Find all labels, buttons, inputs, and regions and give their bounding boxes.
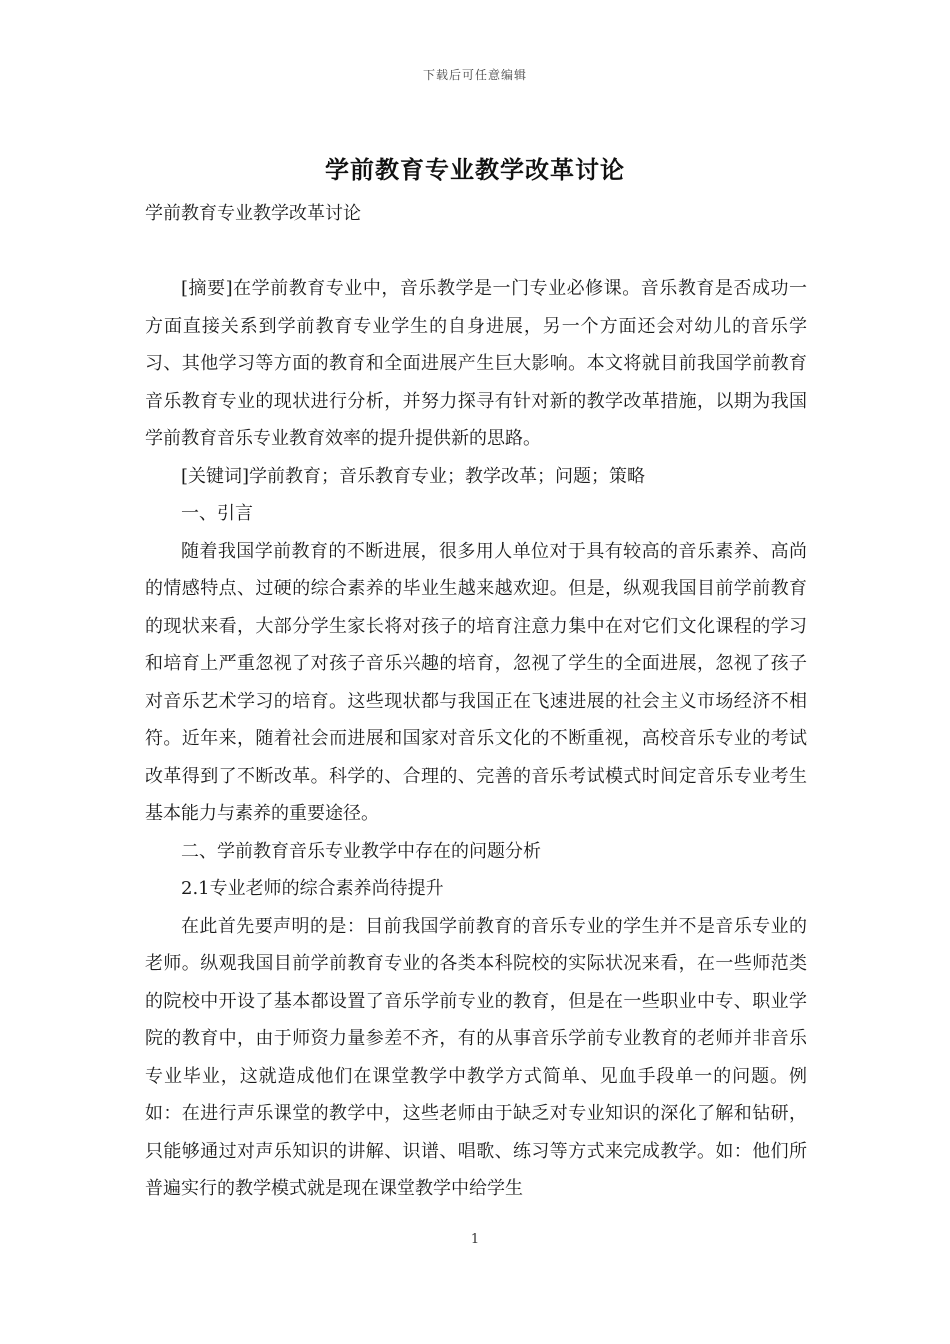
document-subtitle: 学前教育专业教学改革讨论 — [145, 203, 361, 224]
body-paragraph: 在此首先要声明的是：目前我国学前教育的音乐专业的学生并不是音乐专业的老师。纵观我国目前学前教育专业的各类本科院校的实际状况来看，在一些师范类的院校中开设了基本都设置了音乐学前专业的教育，但是在一些职业中专、职业学院的教育中，由于师资力量参差不齐，有的从事音乐学前专业教育的老师并非音乐专业毕业，这就造成他们在课堂教学中教学方式简单、见血手段单一的问题。例如：在进行声乐课堂的教学中，这些老师由于缺乏对专业知识的深化了解和钻研，只能够通过对声乐知识的讲解、识谱、唱歌、练习等方式来完成教学。如：他们所普遍实行的教学模式就是现在课堂教学中给学生 — [145, 915, 807, 1199]
introduction-paragraph: 随着我国学前教育的不断进展，很多用人单位对于具有较高的音乐素养、高尚的情感特点、过硬的综合素养的毕业生越来越欢迎。但是，纵观我国目前学前教育的现状来看，大部分学生家长将对孩子的培育注意力集中在对它们文化课程的学习和培育上严重忽视了对孩子音乐兴趣的培育，忽视了学生的全面进展，忽视了孩子对音乐艺术学习的培育。这些现状都与我国正在飞速进展的社会主义市场经济不相符。近年来，随着社会而进展和国家对音乐文化的不断重视，高校音乐专业的考试改革得到了不断改革。科学的、合理的、完善的音乐考试模式时间定音乐专业考生基本能力与素养的重要途径。 — [145, 540, 807, 824]
page-header: 下载后可任意编辑 — [422, 68, 527, 82]
section-heading-introduction: 一、引言 — [181, 503, 253, 524]
keywords-paragraph: [关键词]学前教育；音乐教育专业；教学改革；问题；策略 — [181, 465, 646, 487]
document-body — [145, 270, 807, 1208]
section-heading-problems: 二、学前教育音乐专业教学中存在的问题分析 — [181, 840, 541, 862]
page-number: 1 — [470, 1232, 480, 1247]
abstract-paragraph: [摘要]在学前教育专业中，音乐教学是一门专业必修课。音乐教育是否成功一方面直接关系到学前教育专业学生的自身进展，另一个方面还会对幼儿的音乐学习、其他学习等方面的教育和全面进展产生巨大影响。本文将就目前我国学前教育音乐教育专业的现状进行分析，并努力探寻有针对新的教学改革措施，以期为我国学前教育音乐专业教育效率的提升提供新的思路。 — [145, 278, 807, 449]
document-title: 学前教育专业教学改革讨论 — [325, 155, 625, 184]
subsection-heading-2-1: 2.1专业老师的综合素养尚待提升 — [181, 878, 444, 899]
